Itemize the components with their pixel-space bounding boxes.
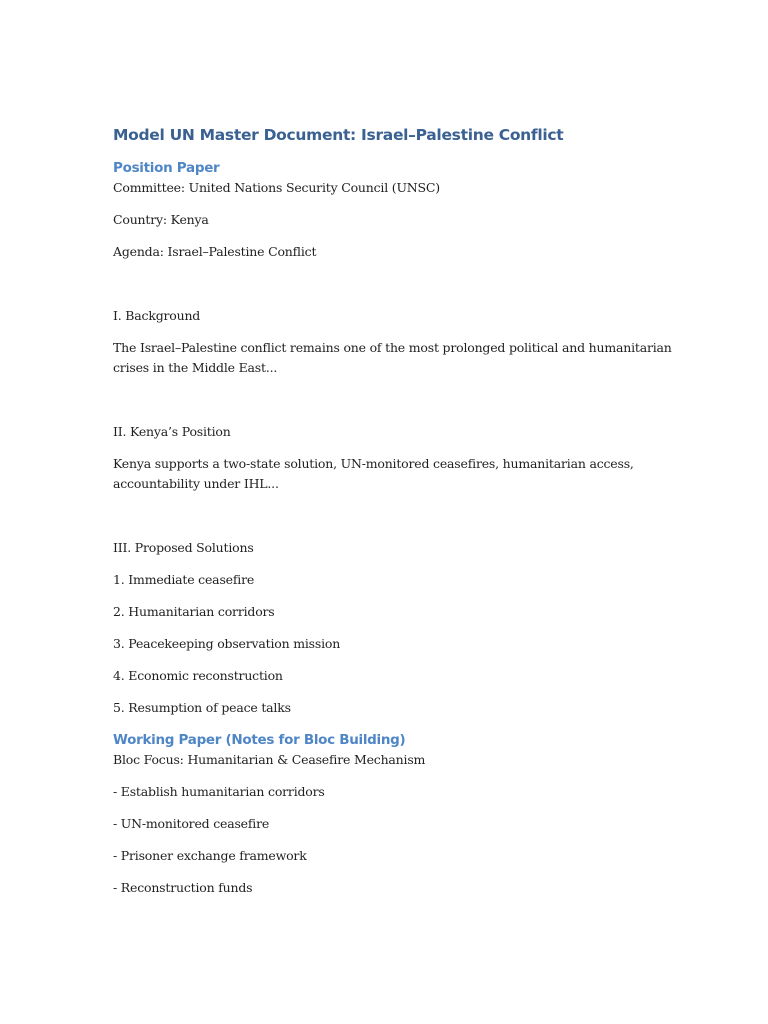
solution-item: 5. Resumption of peace talks [113, 700, 291, 715]
country-line: Country: Kenya [113, 212, 209, 227]
solutions-heading: III. Proposed Solutions [113, 540, 254, 555]
working-paper-heading: Working Paper (Notes for Bloc Building) [113, 732, 406, 748]
working-paper-item: - Prisoner exchange framework [113, 848, 307, 863]
document-title: Model UN Master Document: Israel–Palestine Conflict [113, 126, 564, 144]
document-body [113, 124, 673, 898]
working-paper-item: - Establish humanitarian corridors [113, 784, 325, 799]
solution-item: 2. Humanitarian corridors [113, 604, 275, 619]
background-text: The Israel–Palestine conflict remains one of the most prolonged political and humanitarian crises in the Middle East... [113, 340, 672, 375]
solution-item: 1. Immediate ceasefire [113, 572, 255, 587]
working-paper-item: - UN-monitored ceasefire [113, 816, 270, 831]
agenda-line: Agenda: Israel–Palestine Conflict [113, 244, 317, 259]
position-heading: II. Kenya’s Position [113, 424, 231, 439]
position-paper-heading: Position Paper [113, 160, 220, 176]
committee-line: Committee: United Nations Security Council (UNSC) [113, 180, 440, 195]
solution-item: 4. Economic reconstruction [113, 668, 283, 683]
working-paper-item: - Reconstruction funds [113, 880, 253, 895]
position-text: Kenya supports a two-state solution, UN-monitored ceasefires, humanitarian access, accountability under IHL... [113, 456, 634, 491]
solution-item: 3. Peacekeeping observation mission [113, 636, 341, 651]
bloc-focus-line: Bloc Focus: Humanitarian & Ceasefire Mechanism [113, 752, 426, 767]
background-heading: I. Background [113, 308, 201, 323]
